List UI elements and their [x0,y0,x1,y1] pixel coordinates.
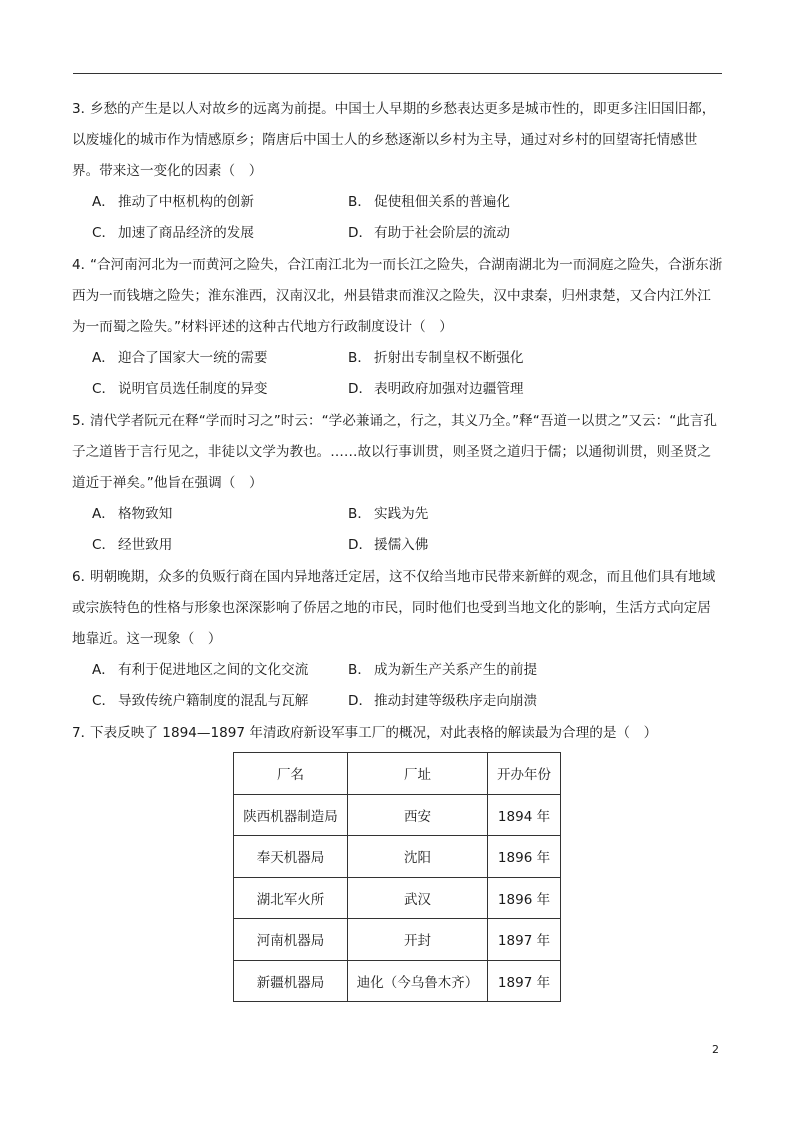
table-row [234,919,561,961]
question-text: “合河南河北为一而黄河之险失，合江南江北为一而长江之险失，合湖南湖北为一而洞庭之险失，合浙东浙西为一而钱塘之险失；淮东淮西，汉南汉北，州县错隶而淮汉之险失，汉中隶秦，归州隶楚，又合内江外江为一而蜀之险失。”材料评述的这种古代地方行政制度设计（ ） [72,257,723,335]
factory-table [233,752,561,1002]
option-text: 成为新生产关系产生的前提 [374,662,538,678]
question-number: 4． [72,257,95,273]
options-row [72,374,724,405]
table-cell: 奉天机器局 [234,836,348,878]
option-label: C． [92,225,116,241]
option-text: 说明官员选任制度的异变 [118,381,268,397]
question-stem [72,94,724,187]
option-a[interactable] [92,499,172,530]
option-d[interactable] [348,530,428,561]
option-text: 有助于社会阶层的流动 [374,225,510,241]
table-cell: 武汉 [348,877,488,919]
question-number: 5． [72,413,95,429]
table-header-cell: 厂名 [234,753,348,795]
option-label: D． [348,693,373,709]
options-row [72,655,724,686]
table-cell: 陕西机器制造局 [234,794,348,836]
options-row [72,499,724,530]
table-cell: 1894 年 [488,794,561,836]
option-label: C． [92,381,116,397]
question-7 [72,718,724,749]
table-cell: 1896 年 [488,877,561,919]
option-label: B． [348,506,371,522]
option-label: B． [348,350,371,366]
option-text: 推动封建等级秩序走向崩溃 [374,693,538,709]
question-text: 下表反映了 1894—1897 年清政府新设军事工厂的概况，对此表格的解读最为合理的是（ ） [90,725,658,741]
option-a[interactable] [92,655,308,686]
question-stem [72,718,724,749]
option-text: 折射出专制皇权不断强化 [374,350,524,366]
table-header-row [234,753,561,795]
option-label: A． [92,662,115,678]
option-text: 导致传统户籍制度的混乱与瓦解 [118,693,309,709]
question-number: 6． [72,569,95,585]
option-d[interactable] [348,686,537,717]
option-label: C． [92,693,116,709]
option-b[interactable] [348,187,510,218]
question-text: 清代学者阮元在释“学而时习之”时云：“学必兼诵之，行之，其义乃全。”释“吾道一以贯之”又云：“此言孔子之道皆于言行见之，非徒以文学为教也。……故以行事训贯，则圣贤之道归于儒；以通彻训贯，则圣贤之道近于禅矣。”他旨在强调（ ） [72,413,718,491]
option-text: 经世致用 [118,537,173,553]
question-3 [72,94,724,249]
table-row [234,960,561,1002]
table-cell: 西安 [348,794,488,836]
options-row [72,686,724,717]
table-header-cell: 开办年份 [488,753,561,795]
page-number: 2 [712,1043,719,1056]
option-a[interactable] [92,343,268,374]
option-label: D． [348,381,373,397]
option-label: D． [348,225,373,241]
table-cell: 1897 年 [488,960,561,1002]
option-label: A． [92,350,115,366]
options-row [72,343,724,374]
table-cell: 开封 [348,919,488,961]
options-row [72,218,724,249]
table-header-cell: 厂址 [348,753,488,795]
table-row [234,877,561,919]
option-b[interactable] [348,499,428,530]
options-row [72,187,724,218]
option-text: 推动了中枢机构的创新 [118,194,254,210]
option-text: 援儒入佛 [374,537,429,553]
table-cell: 新疆机器局 [234,960,348,1002]
table-cell: 迪化（今乌鲁木齐） [348,960,488,1002]
option-c[interactable] [92,374,268,405]
option-a[interactable] [92,187,254,218]
option-b[interactable] [348,655,537,686]
option-label: A． [92,506,115,522]
option-c[interactable] [92,530,172,561]
table-cell: 1896 年 [488,836,561,878]
option-text: 格物致知 [118,506,173,522]
option-text: 迎合了国家大一统的需要 [118,350,268,366]
option-text: 表明政府加强对边疆管理 [374,381,524,397]
question-stem [72,250,724,343]
option-label: B． [348,662,371,678]
option-text: 有利于促进地区之间的文化交流 [118,662,309,678]
option-c[interactable] [92,686,308,717]
table-cell: 1897 年 [488,919,561,961]
question-6 [72,562,724,717]
question-stem [72,406,724,499]
option-d[interactable] [348,374,524,405]
option-text: 加速了商品经济的发展 [118,225,254,241]
option-label: C． [92,537,116,553]
question-text: 明朝晚期，众多的负贩行商在国内异地落迁定居，这不仅给当地市民带来新鲜的观念，而且他们具有地域或宗族特色的性格与形象也深深影响了侨居之地的市民，同时他们也受到当地文化的影响，生活方式向定居地靠近。这一现象（ ） [72,569,716,647]
question-number: 3． [72,101,95,117]
question-stem [72,562,724,655]
question-number: 7． [72,725,95,741]
option-label: A． [92,194,115,210]
option-c[interactable] [92,218,254,249]
table-row [234,794,561,836]
question-text: 乡愁的产生是以人对故乡的远离为前提。中国士人早期的乡愁表达更多是城市性的，即更多注旧国旧都，以废墟化的城市作为情感原乡；隋唐后中国士人的乡愁逐渐以乡村为主导，通过对乡村的回望寄托情感世界。带来这一变化的因素（ ） [72,101,716,179]
option-label: B． [348,194,371,210]
option-text: 促使租佃关系的普遍化 [374,194,510,210]
option-b[interactable] [348,343,524,374]
option-d[interactable] [348,218,510,249]
question-5 [72,406,724,561]
table-cell: 沈阳 [348,836,488,878]
options-row [72,530,724,561]
table-row [234,836,561,878]
option-label: D． [348,537,373,553]
table-cell: 河南机器局 [234,919,348,961]
option-text: 实践为先 [374,506,429,522]
table-cell: 湖北军火所 [234,877,348,919]
header-rule [73,73,722,74]
question-4 [72,250,724,405]
